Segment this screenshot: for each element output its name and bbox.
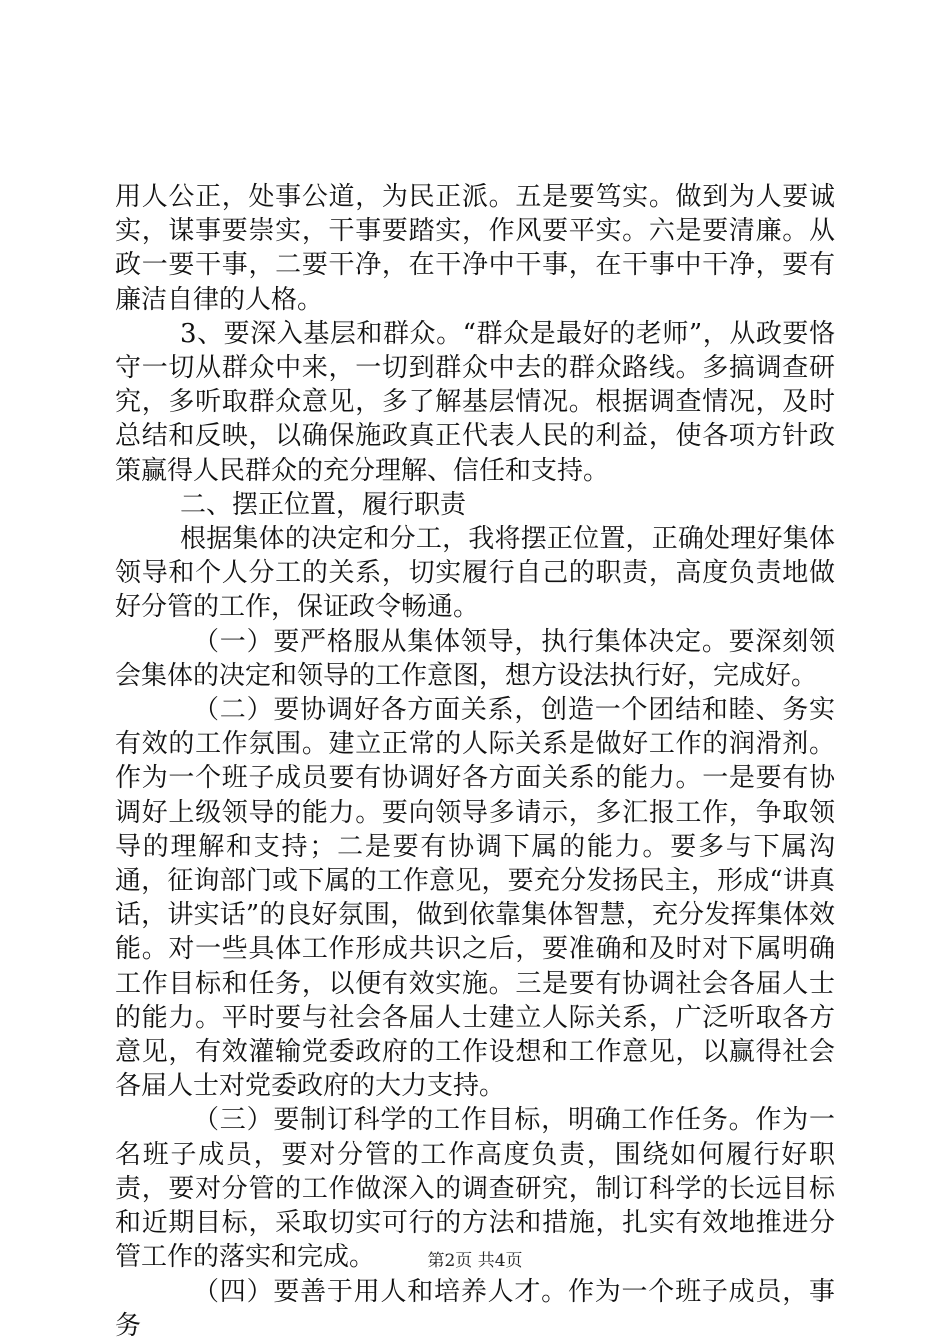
paragraph-item-1: （一）要严格服从集体领导，执行集体决定。要深刻领会集体的决定和领导的工作意图，想方设法执行好，完成好。: [115, 626, 835, 691]
paragraph-item-4: （四）要善于用人和培养人才。作为一个班子成员，事务: [115, 1276, 835, 1341]
paragraph-point-3: 3、要深入基层和群众。“群众是最好的老师”，从政要恪守一切从群众中来，一切到群众中去的群众路线。多搞调查研究，多听取群众意见，多了解基层情况。根据调查情况，及时总结和反映，以确保施政真正代表人民的利益，使各项方针政策赢得人民群众的充分理解、信任和支持。: [115, 318, 835, 486]
paragraph-section-2-intro: 根据集体的决定和分工，我将摆正位置，正确处理好集体领导和个人分工的关系，切实履行自己的职责，高度负责地做好分管的工作，保证政令畅通。: [115, 524, 835, 623]
paragraph-item-3: （三）要制订科学的工作目标，明确工作任务。作为一名班子成员，要对分管的工作高度负责，围绕如何履行好职责，要对分管的工作做深入的调查研究，制订科学的长远目标和近期目标，采取切实可行的方法和措施，扎实有效地推进分管工作的落实和完成。: [115, 1105, 835, 1273]
page-number-label: 第2页 共4页: [427, 1251, 523, 1271]
document-body: [115, 180, 835, 1343]
paragraph-item-2: （二）要协调好各方面关系，创造一个团结和睦、务实有效的工作氛围。建立正常的人际关系是做好工作的润滑剂。作为一个班子成员要有协调好各方面关系的能力。一是要有协调好上级领导的能力。要向领导多请示，多汇报工作，争取领导的理解和支持；二是要有协调下属的能力。要多与下属沟通，征询部门或下属的工作意见，要充分发扬民主，形成“讲真话，讲实话”的良好氛围，做到依靠集体智慧，充分发挥集体效能。对一些具体工作形成共识之后，要准确和及时对下属明确工作目标和任务，以便有效实施。三是要有协调社会各届人士的能力。平时要与社会各届人士建立人际关系，广泛听取各方意见，有效灌输党委政府的工作设想和工作意见，以赢得社会各届人士对党委政府的大力支持。: [115, 695, 835, 1102]
page-footer: [0, 1246, 950, 1271]
paragraph-continuation: 用人公正，处事公道，为民正派。五是要笃实。做到为人要诚实，谋事要崇实，干事要踏实，作风要平实。六是要清廉。从政一要干事，二要干净，在干净中干事，在干事中干净，要有廉洁自律的人格。: [115, 182, 835, 315]
section-heading-2: 二、摆正位置，履行职责: [180, 489, 467, 520]
